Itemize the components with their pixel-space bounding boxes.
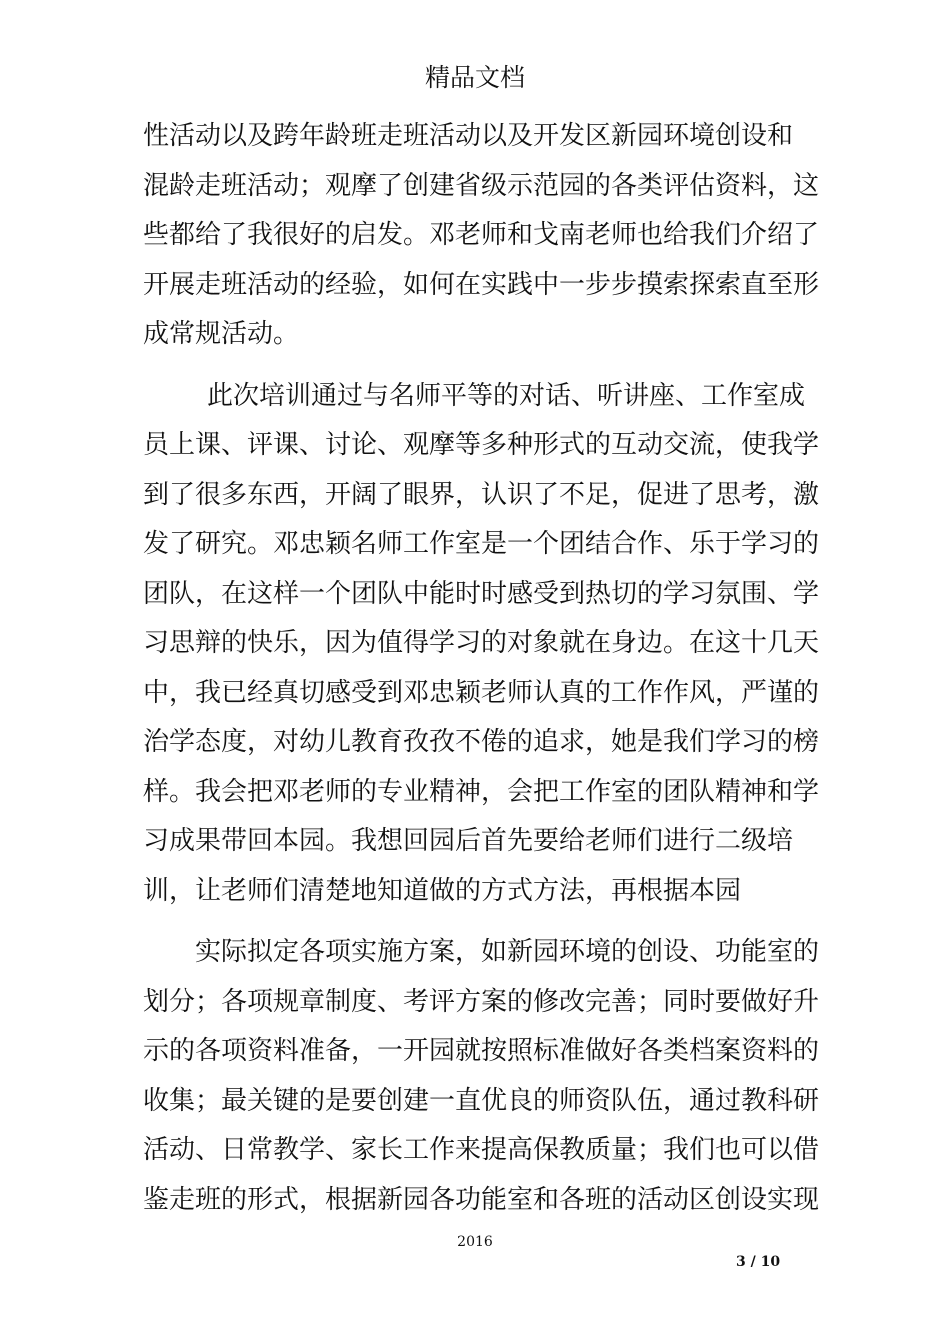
page-header-title: 精品文档 [424, 63, 525, 92]
text-line: 发了研究。邓忠颖名师工作室是一个团结合作、乐于学习的 [143, 529, 820, 559]
text-line: 活动、日常教学、家长工作来提高保教质量；我们也可以借 [143, 1135, 820, 1165]
text-line: 样。我会把邓老师的专业精神，会把工作室的团队精神和学 [143, 776, 820, 807]
paragraph-spacer [143, 916, 833, 928]
footer-year: 2016 [457, 1234, 493, 1250]
text-line: 习成果带回本园。我想回园后首先要给老师们进行二级培 [143, 826, 794, 856]
text-line: 实际拟定各项实施方案，如新园环境的创设、功能室的 [195, 937, 820, 967]
document-body [143, 112, 833, 1225]
text-line: 收集；最关键的是要创建一直优良的师资队伍，通过教科研 [143, 1085, 820, 1116]
paragraph-spacer [143, 360, 833, 372]
text-line: 此次培训通过与名师平等的对话、听讲座、工作室成 [181, 380, 806, 411]
page-number: 3 / 10 [736, 1254, 781, 1270]
paragraph-2 [143, 372, 833, 917]
text-line: 成常规活动。 [143, 319, 300, 349]
text-line: 开展走班活动的经验，如何在实践中一步步摸索探索直至形 [143, 269, 820, 300]
text-line: 习思辩的快乐，因为值得学习的对象就在身边。在这十几天 [143, 628, 820, 658]
text-line: 团队，在这样一个团队中能时时感受到热切的学习氛围、学 [143, 578, 820, 609]
text-line: 训，让老师们清楚地知道做的方式方法，再根据本园 [143, 875, 742, 906]
text-line: 示的各项资料准备，一开园就按照标准做好各类档案资料的 [143, 1036, 820, 1066]
text-line: 员上课、评课、讨论、观摩等多种形式的互动交流，使我学 [143, 430, 820, 460]
paragraph-3 [143, 928, 833, 1225]
text-line: 到了很多东西，开阔了眼界，认识了不足，促进了思考，激 [143, 479, 820, 510]
text-line: 性活动以及跨年龄班走班活动以及开发区新园环境创设和 [143, 121, 794, 151]
text-line: 些都给了我很好的启发。邓老师和戈南老师也给我们介绍了 [143, 220, 820, 250]
text-line: 混龄走班活动；观摩了创建省级示范园的各类评估资料，这 [143, 170, 820, 201]
text-line: 鉴走班的形式，根据新园各功能室和各班的活动区创设实现 [143, 1184, 820, 1215]
text-line: 划分；各项规章制度、考评方案的修改完善；同时要做好升 [143, 986, 820, 1017]
paragraph-1 [143, 112, 833, 360]
text-line: 中，我已经真切感受到邓忠颖老师认真的工作作风，严谨的 [143, 677, 820, 708]
text-line: 治学态度，对幼儿教育孜孜不倦的追求，她是我们学习的榜 [143, 727, 820, 757]
